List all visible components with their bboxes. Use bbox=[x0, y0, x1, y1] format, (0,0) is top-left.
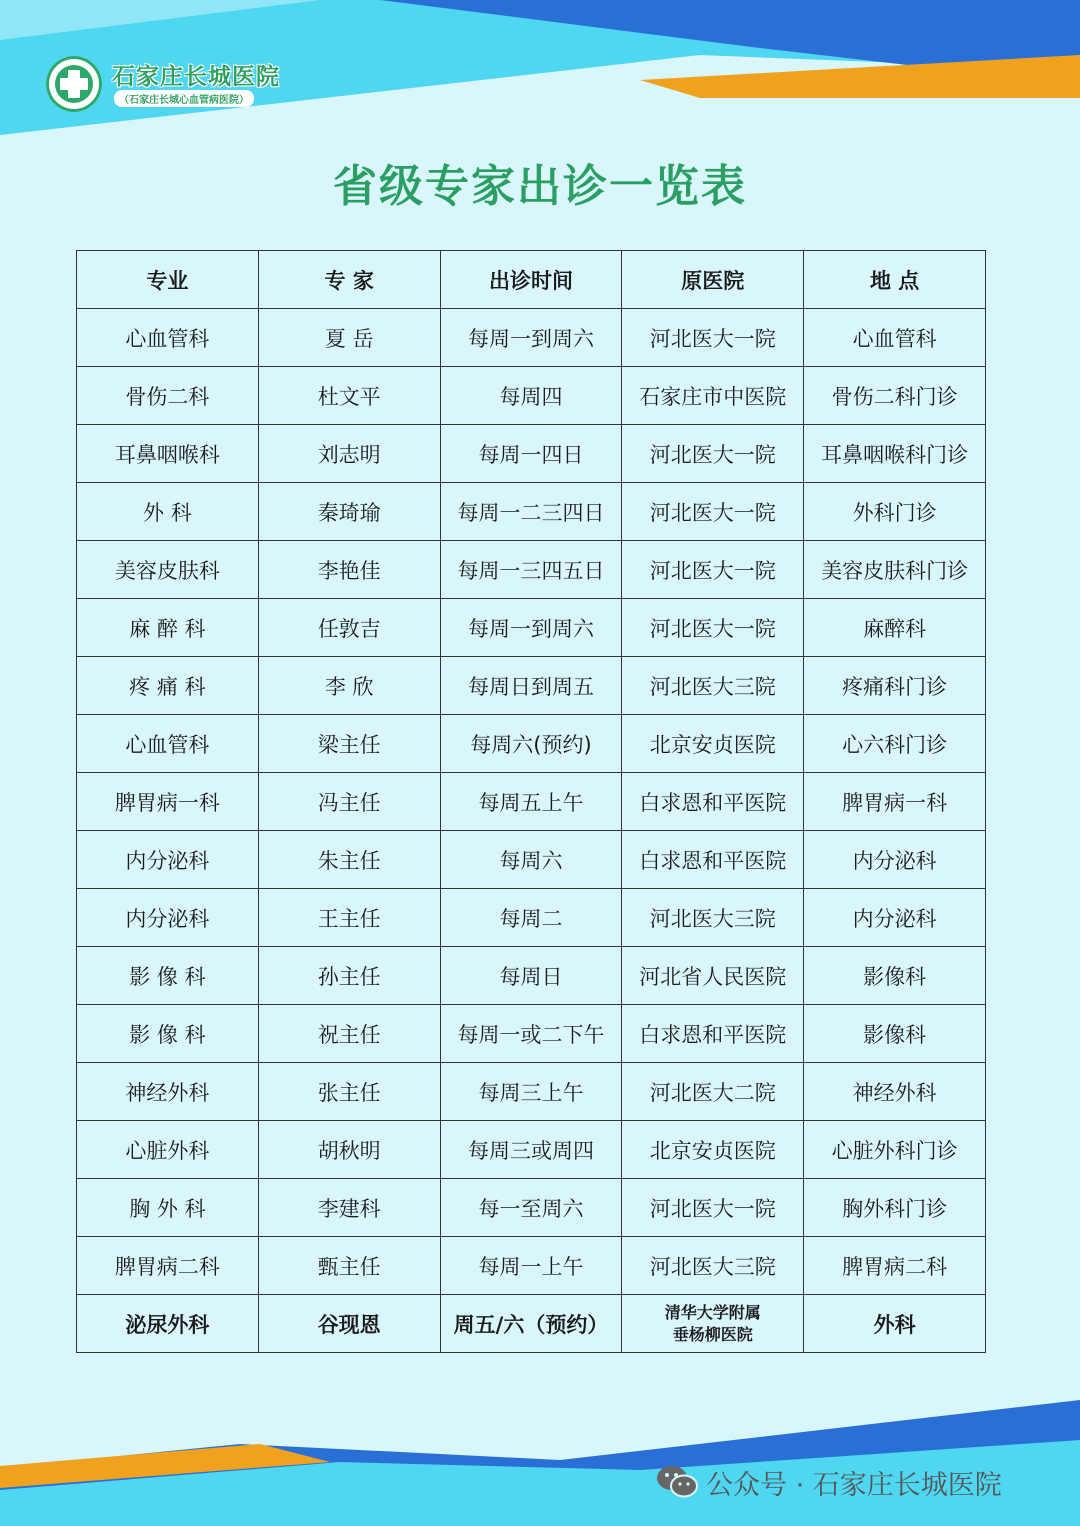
cell-original-hospital: 河北医大三院 bbox=[622, 1237, 804, 1295]
table-row bbox=[77, 1295, 986, 1353]
cell-expert: 祝主任 bbox=[258, 1005, 440, 1063]
cell-location: 外科门诊 bbox=[804, 483, 986, 541]
table-row bbox=[77, 715, 986, 773]
footer-text: 公众号 · 石家庄长城医院 bbox=[706, 1469, 1002, 1501]
expert-schedule-table bbox=[76, 250, 986, 1353]
table-row bbox=[77, 1005, 986, 1063]
cell-department: 耳鼻咽喉科 bbox=[77, 425, 259, 483]
page-title: 省级专家出诊一览表 bbox=[333, 161, 747, 212]
cell-original-hospital: 河北医大一院 bbox=[622, 309, 804, 367]
table-row bbox=[77, 657, 986, 715]
cell-original-hospital: 白求恩和平医院 bbox=[622, 773, 804, 831]
cell-original-hospital: 河北医大一院 bbox=[622, 483, 804, 541]
cell-expert: 胡秋明 bbox=[258, 1121, 440, 1179]
cell-original-hospital bbox=[622, 1295, 804, 1353]
cell-department: 骨伤二科 bbox=[77, 367, 259, 425]
cell-department: 心脏外科 bbox=[77, 1121, 259, 1179]
cell-time: 周五/六（预约） bbox=[440, 1295, 622, 1353]
cell-original-hospital: 河北医大一院 bbox=[622, 599, 804, 657]
hospital-line-2: 垂杨柳医院 bbox=[672, 1324, 753, 1344]
cell-expert: 李艳佳 bbox=[258, 541, 440, 599]
cell-department: 内分泌科 bbox=[77, 831, 259, 889]
cell-location: 影像科 bbox=[804, 947, 986, 1005]
cell-department: 美容皮肤科 bbox=[77, 541, 259, 599]
cell-expert: 谷现恩 bbox=[258, 1295, 440, 1353]
cell-original-hospital: 河北医大一院 bbox=[622, 425, 804, 483]
table-row bbox=[77, 1179, 986, 1237]
cell-department: 影 像 科 bbox=[77, 1005, 259, 1063]
cell-time: 每周三或周四 bbox=[440, 1121, 622, 1179]
cell-location: 心脏外科门诊 bbox=[804, 1121, 986, 1179]
cell-original-hospital: 河北医大二院 bbox=[622, 1063, 804, 1121]
cell-expert: 梁主任 bbox=[258, 715, 440, 773]
cell-department: 疼 痛 科 bbox=[77, 657, 259, 715]
cell-original-hospital: 白求恩和平医院 bbox=[622, 1005, 804, 1063]
cell-location: 疼痛科门诊 bbox=[804, 657, 986, 715]
cell-time: 每一至周六 bbox=[440, 1179, 622, 1237]
hospital-name: 石家庄长城医院 bbox=[112, 64, 280, 90]
hospital-subtitle: （石家庄长城心血管病医院） bbox=[114, 90, 254, 107]
cell-time: 每周一三四五日 bbox=[440, 541, 622, 599]
cell-location: 麻醉科 bbox=[804, 599, 986, 657]
cell-department: 脾胃病一科 bbox=[77, 773, 259, 831]
cell-original-hospital: 北京安贞医院 bbox=[622, 715, 804, 773]
cell-location: 胸外科门诊 bbox=[804, 1179, 986, 1237]
cell-location: 内分泌科 bbox=[804, 889, 986, 947]
table-row bbox=[77, 773, 986, 831]
cell-expert: 冯主任 bbox=[258, 773, 440, 831]
cell-expert: 夏 岳 bbox=[258, 309, 440, 367]
cell-expert: 孙主任 bbox=[258, 947, 440, 1005]
hospital-line-1: 清华大学附属 bbox=[664, 1302, 761, 1322]
table-row bbox=[77, 483, 986, 541]
cell-time: 每周一二三四日 bbox=[440, 483, 622, 541]
table-row bbox=[77, 1237, 986, 1295]
cell-department: 心血管科 bbox=[77, 309, 259, 367]
cell-expert: 杜文平 bbox=[258, 367, 440, 425]
cell-original-hospital: 河北医大三院 bbox=[622, 657, 804, 715]
cell-original-hospital: 白求恩和平医院 bbox=[622, 831, 804, 889]
cell-time: 每周六 bbox=[440, 831, 622, 889]
cell-department: 麻 醉 科 bbox=[77, 599, 259, 657]
cell-department: 心血管科 bbox=[77, 715, 259, 773]
cell-location: 影像科 bbox=[804, 1005, 986, 1063]
cell-location: 外科 bbox=[804, 1295, 986, 1353]
cell-department: 神经外科 bbox=[77, 1063, 259, 1121]
header-expert: 专 家 bbox=[258, 251, 440, 309]
cell-time: 每周一到周六 bbox=[440, 309, 622, 367]
cell-time: 每周一上午 bbox=[440, 1237, 622, 1295]
cell-location: 耳鼻咽喉科门诊 bbox=[804, 425, 986, 483]
table-row bbox=[77, 1063, 986, 1121]
cell-time: 每周五上午 bbox=[440, 773, 622, 831]
table-row bbox=[77, 889, 986, 947]
cell-location: 美容皮肤科门诊 bbox=[804, 541, 986, 599]
cell-original-hospital: 北京安贞医院 bbox=[622, 1121, 804, 1179]
cell-location: 神经外科 bbox=[804, 1063, 986, 1121]
cell-original-hospital: 河北医大一院 bbox=[622, 541, 804, 599]
table-row bbox=[77, 367, 986, 425]
header-location: 地 点 bbox=[804, 251, 986, 309]
table-row bbox=[77, 309, 986, 367]
cell-time: 每周日到周五 bbox=[440, 657, 622, 715]
cell-expert: 甄主任 bbox=[258, 1237, 440, 1295]
cell-original-hospital: 河北医大一院 bbox=[622, 1179, 804, 1237]
table-row bbox=[77, 599, 986, 657]
table-row bbox=[77, 947, 986, 1005]
cell-expert: 刘志明 bbox=[258, 425, 440, 483]
wechat-footer bbox=[656, 1462, 1002, 1502]
cell-original-hospital: 河北省人民医院 bbox=[622, 947, 804, 1005]
table-row bbox=[77, 541, 986, 599]
cell-expert: 秦琦瑜 bbox=[258, 483, 440, 541]
table-row bbox=[77, 425, 986, 483]
table-row bbox=[77, 1121, 986, 1179]
cell-expert: 张主任 bbox=[258, 1063, 440, 1121]
cell-time: 每周二 bbox=[440, 889, 622, 947]
cell-expert: 王主任 bbox=[258, 889, 440, 947]
cell-department: 脾胃病二科 bbox=[77, 1237, 259, 1295]
cell-time: 每周日 bbox=[440, 947, 622, 1005]
medical-cross-icon bbox=[54, 64, 94, 104]
cell-location: 脾胃病二科 bbox=[804, 1237, 986, 1295]
cell-time: 每周一到周六 bbox=[440, 599, 622, 657]
cell-location: 脾胃病一科 bbox=[804, 773, 986, 831]
cell-location: 内分泌科 bbox=[804, 831, 986, 889]
hospital-logo bbox=[46, 56, 102, 112]
cell-time: 每周六(预约) bbox=[440, 715, 622, 773]
cell-expert: 朱主任 bbox=[258, 831, 440, 889]
header-time: 出诊时间 bbox=[440, 251, 622, 309]
cell-department: 泌尿外科 bbox=[77, 1295, 259, 1353]
cell-location: 骨伤二科门诊 bbox=[804, 367, 986, 425]
cell-department: 外 科 bbox=[77, 483, 259, 541]
cell-time: 每周三上午 bbox=[440, 1063, 622, 1121]
header-department: 专业 bbox=[77, 251, 259, 309]
cell-time: 每周四 bbox=[440, 367, 622, 425]
cell-time: 每周一或二下午 bbox=[440, 1005, 622, 1063]
wechat-icon bbox=[656, 1465, 698, 1499]
cell-location: 心六科门诊 bbox=[804, 715, 986, 773]
header-original-hospital: 原医院 bbox=[622, 251, 804, 309]
cell-expert: 任敦吉 bbox=[258, 599, 440, 657]
table-row bbox=[77, 831, 986, 889]
cell-department: 胸 外 科 bbox=[77, 1179, 259, 1237]
cell-expert: 李 欣 bbox=[258, 657, 440, 715]
cell-time: 每周一四日 bbox=[440, 425, 622, 483]
cell-original-hospital: 河北医大三院 bbox=[622, 889, 804, 947]
cell-department: 影 像 科 bbox=[77, 947, 259, 1005]
cell-original-hospital: 石家庄市中医院 bbox=[622, 367, 804, 425]
table-header-row bbox=[77, 251, 986, 309]
cell-department: 内分泌科 bbox=[77, 889, 259, 947]
cell-location: 心血管科 bbox=[804, 309, 986, 367]
cell-expert: 李建科 bbox=[258, 1179, 440, 1237]
